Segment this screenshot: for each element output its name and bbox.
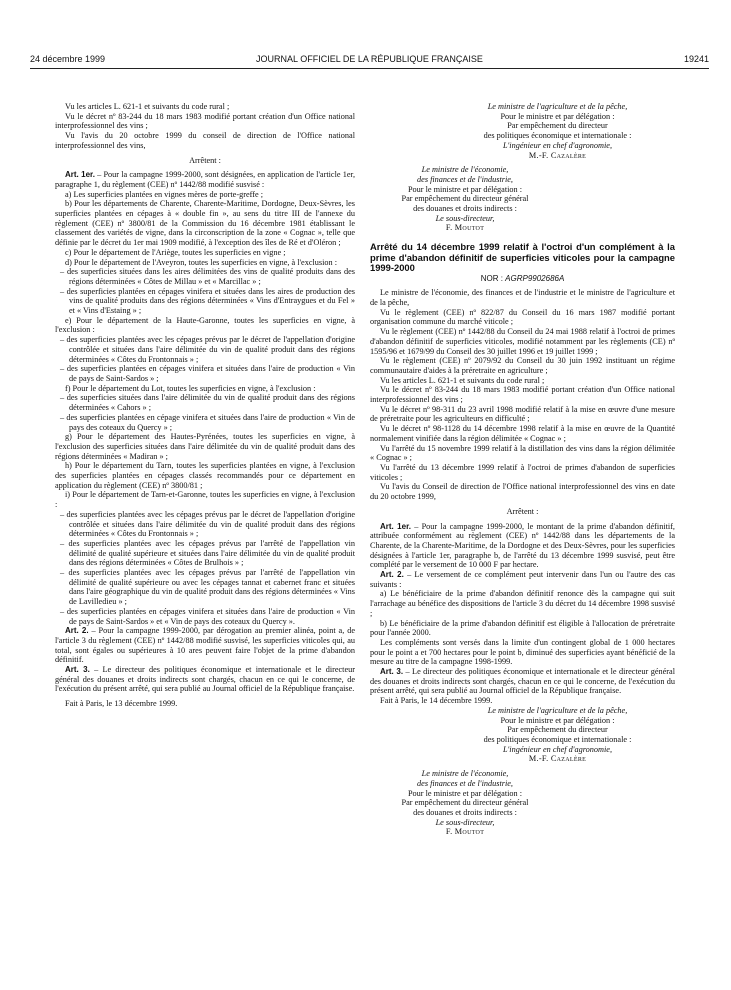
signature-line: Le sous-directeur, (435, 213, 495, 223)
vu-line: Vu le décret nº 83-244 du 18 mars 1983 modifié portant création d'un Office national interprofessionnel des vins ; (55, 111, 355, 131)
point-a: a) Les superficies plantées en vignes mères de porte-greffe ; (65, 189, 263, 199)
article-label: Art. 1er. (380, 521, 411, 531)
header-date: 24 décembre 1999 (30, 54, 106, 64)
article-text: – Pour la campagne 1999-2000, par dérogation au premier alinéa, point a, de l'article 3 du règlement (CEE) nº 1442/88 modifié susvisé, les superficies viticoles qui, au total, sont égales ou supérieures à 10 ares peuvent faire l'objet de la prime d'abandon définitif. (55, 626, 355, 665)
article-label: Art. 3. (65, 665, 90, 675)
fait-a-paris: Fait à Paris, le 14 décembre 1999. (380, 696, 493, 706)
signature-line: Pour le ministre et par délégation : (500, 715, 615, 725)
vu-line: Vu l'avis du 20 octobre 1999 du conseil de direction de l'Office national interprofessionnel des vins, (55, 131, 355, 150)
article-label: Art. 3. (380, 667, 404, 677)
signature-block-economie (370, 165, 560, 233)
page-number: 19241 (683, 54, 709, 64)
point-b: b) Le bénéficiaire de la prime d'abandon définitif est éligible à l'allocation de préretraite pour l'année 2000. (370, 618, 675, 638)
vu-line: Vu l'arrêté du 13 décembre 1999 relatif à l'octroi de primes d'abandon de superficies viticoles ; (370, 463, 675, 482)
signature-block-agriculture (370, 102, 675, 160)
signature-line: des douanes et droits indirects : (413, 204, 517, 214)
signature-line: Pour le ministre et par délégation : (407, 788, 523, 798)
signature-minister: Le ministre de l'économie, (421, 165, 509, 175)
intro: Le ministre de l'économie, des finances et de l'industrie et le ministre de l'agriculture et de la pêche, (370, 288, 675, 308)
article-2 (55, 626, 355, 665)
signature-minister: des finances et de l'industrie, (417, 174, 513, 184)
article-label: Art. 2. (65, 626, 89, 636)
complements: Les compléments sont versés dans la limite d'un contingent global de 1 000 hectares pour le point a et 700 hectares pour le point b, diminué des superficies ayant bénéficié de la mesure au titre de la campagne 1998-1999. (370, 637, 675, 667)
signatory-name: M.-F. Cazalère (528, 150, 587, 160)
signature-minister: des finances et de l'industrie, (417, 778, 513, 788)
exclusion-item: – des superficies plantées avec les cépages prévus par l'arrêté de l'appellation vin délimité de qualité supérieure et situées dans l'aire délimitée du vin de qualité produit dans des régions déterminées « Côtes de Brulhois » ; (60, 538, 355, 568)
point-d: d) Pour le département de l'Aveyron, toutes les superficies en vigne, à l'exclusion : (65, 257, 338, 267)
signature-line: Pour le ministre et par délégation : (407, 184, 523, 194)
vu-line: Vu le décret nº 98-1128 du 14 décembre 1998 relatif à la mise en œuvre de la Quantité normalement vinifiée dans la région délimitée « Cognac » ; (370, 424, 675, 443)
point-h: h) Pour le département du Tarn, toutes les superficies plantées en vigne, à l'exclusion des superficies plantées en cépages classés recommandés pour ce département en application du règlement (CEE) nº 3800/81 ; (55, 461, 355, 490)
exclusion-item: – des superficies plantées en cépages vinifera et situées dans l'aire de production « Vin de pays de Saint-Sardos » ; (60, 364, 355, 383)
signature-line: des politiques économique et internationale : (483, 734, 632, 744)
arretent-heading: Arrêtent : (506, 506, 539, 516)
exclusion-item: – des superficies plantées en cépages vinifera et situées dans les aires de production des vins de qualité produits dans des régions déterminées « Vins d'Entraygues et du Fel » et « Vins d'Estaing » ; (60, 286, 355, 316)
vu-line: Vu le règlement (CEE) nº 2079/92 du Conseil du 30 juin 1992 instituant un régime communautaire d'aides à la préretraite en agriculture ; (370, 356, 675, 375)
point-c: c) Pour le département de l'Ariège, toutes les superficies en vigne ; (65, 247, 286, 257)
article-text: – Pour la campagne 1999-2000, sont désignées, en application de l'article 1er, paragraphe 1, du règlement (CEE) nº 1442/88 modifié susvisé : (55, 170, 356, 189)
signature-line: Par empêchement du directeur général (401, 798, 529, 808)
signatory-name: M.-F. Cazalère (528, 754, 587, 764)
arretent-heading: Arrêtent : (189, 155, 221, 165)
left-column (55, 102, 355, 709)
vu-line: Vu le règlement (CEE) nº 1442/88 du Conseil du 24 mai 1988 relatif à l'octroi de primes d'abandon définitif de superficies viticoles, modifié notamment par les règlements (CE) nº 1595/96 et 1679/99 du Conseil des 30 juillet 1996 et 19 juillet 1999 ; (370, 327, 675, 356)
point-g: g) Pour le département des Hautes-Pyrénées, toutes les superficies en vigne, à l'exclusion des superficies situées dans l'aire délimitée du vin de qualité produit dans des régions déterminées « Madiran » ; (55, 432, 355, 461)
article-label: Art. 2. (380, 570, 404, 580)
journal-title: JOURNAL OFFICIEL DE LA RÉPUBLIQUE FRANÇAISE (256, 54, 483, 64)
point-i: i) Pour le département de Tarn-et-Garonne, toutes les superficies en vigne, à l'exclusion : (55, 490, 355, 510)
point-e: e) Pour le département de la Haute-Garonne, toutes les superficies en vigne, à l'exclusion : (55, 315, 355, 335)
signature-line: Par empêchement du directeur (507, 121, 608, 131)
signatory-name: F. Moutot (445, 827, 485, 837)
article-text: – Le versement de ce complément peut intervenir dans l'un ou l'autre des cas suivants : (370, 570, 676, 589)
signature-line: L'ingénieur en chef d'agronomie, (502, 744, 613, 754)
signature-minister: Le ministre de l'agriculture et de la pêche, (487, 705, 628, 715)
fait-a-paris: Fait à Paris, le 13 décembre 1999. (65, 699, 178, 709)
decree-title: Arrêté du 14 décembre 1999 relatif à l'octroi d'un complément à la prime d'abandon définitif de superficies viticoles pour la campagne 1999-2000 (370, 241, 675, 274)
article-text: – Le directeur des politiques économique et internationale et le directeur général des douanes et droits indirects sont chargés, chacun en ce qui le concerne, de l'exécution du présent arrêté, qui sera publié au Journal officiel de la République française. (370, 667, 675, 696)
article-1 (55, 170, 355, 189)
exclusion-item: – des superficies situées dans l'aire délimitée du vin de qualité produit dans des régions déterminées « Cahors » ; (60, 393, 355, 413)
page-header (30, 54, 709, 68)
signature-line: L'ingénieur en chef d'agronomie, (502, 140, 613, 150)
article-text: – Pour la campagne 1999-2000, le montant de la prime d'abandon définitif, attribuée conformément au règlement (CEE) nº 1442/88 dans les départements de la Charente, de la Charente-Maritime, de la Dordogne et des Deux-Sèvres, pour les superficies désignées à l'article 1er, paragraphe b, de l'arrêté du 13 décembre 1999 susvisé, peut être complété par le versement de 10 000 F par hectare. (370, 521, 675, 570)
signature-line: Pour le ministre et par délégation : (500, 111, 615, 121)
signature-line: Par empêchement du directeur (507, 725, 608, 735)
article-3 (55, 665, 355, 694)
exclusion-item: – des superficies plantées avec les cépages prévus par l'arrêté de l'appellation vin délimité de qualité supérieure ou avec les cépages tannat et cabernet franc et situées dans l'aire géographique du vin de qualité produit dans des régions déterminées « Vins de Lavilledieu » ; (60, 568, 355, 607)
point-b: b) Pour les départements de Charente, Charente-Maritime, Dordogne, Deux-Sèvres, les superficies plantées en cépages à « double fin », au sens du titre III de l'annexe du règlement (CEE) nº 3800/81 de la Commission du 16 décembre 1981 établissant le classement des variétés de vigne, dans la circonscription de la zone « Cognac », telle que définie par le décret du 1er mai 1909 modifié, à l'exception des îles de Ré et d'Oléron ; (55, 199, 355, 248)
right-column (370, 102, 675, 837)
point-a: a) Le bénéficiaire de la prime d'abandon définitif renonce dès la campagne qui suit l'arrachage au bénéfice des dispositions de l'article 3 du décret du 14 décembre 1998 susvisé ; (370, 589, 675, 618)
signature-minister: Le ministre de l'économie, (421, 769, 509, 779)
header-rule (30, 68, 709, 69)
signature-line: Le sous-directeur, (435, 817, 495, 827)
signature-block-economie (370, 769, 560, 837)
vu-line: Vu le règlement (CEE) nº 822/87 du Conseil du 16 mars 1987 modifié portant organisation commune du marché viticole ; (370, 307, 675, 327)
signature-line: des douanes et droits indirects : (413, 807, 517, 817)
article-1 (370, 522, 675, 571)
article-3 (370, 667, 675, 696)
vu-line: Vu le décret nº 83-244 du 18 mars 1983 modifié portant création d'un Office national interprofessionnel des vins ; (370, 385, 675, 405)
vu-line: Vu l'avis du Conseil de direction de l'Office national interprofessionnel des vins en date du 20 octobre 1999, (370, 482, 675, 502)
nor-code: AGRP9902686A (505, 273, 565, 283)
signature-block-agriculture (370, 706, 675, 764)
vu-line: Vu les articles L. 621-1 et suivants du code rural ; (380, 375, 545, 385)
point-f: f) Pour le département du Lot, toutes les superficies en vigne, à l'exclusion : (65, 383, 316, 393)
article-text: – Le directeur des politiques économique et internationale et le directeur général des douanes et droits indirects sont chargés, chacun en ce qui le concerne, de l'exécution du présent arrêté, qui sera publié au Journal officiel de la République française. (55, 665, 356, 694)
nor-reference (370, 274, 675, 284)
vu-line: Vu le décret nº 98-311 du 23 avril 1998 modifié relatif à la mise en œuvre d'une mesure de préretraite pour les agriculteurs en difficulté ; (370, 404, 675, 424)
exclusion-item: – des superficies plantées avec les cépages prévus par le décret de l'appellation d'origine contrôlée et situées dans l'aire délimitée du vin de qualité produit dans des régions déterminées « Côtes du Frontonnais » ; (60, 335, 355, 364)
vu-line: Vu les articles L. 621-1 et suivants du code rural ; (65, 102, 230, 111)
signatory-name: F. Moutot (445, 223, 485, 233)
vu-line: Vu l'arrêté du 15 novembre 1999 relatif à la distillation des vins dans la région délimitée « Cognac » ; (370, 443, 675, 463)
signature-line: Par empêchement du directeur général (401, 194, 529, 204)
exclusion-item: – des superficies plantées en cépage vinifera et situées dans l'aire de production « Vin de pays des coteaux du Quercy » ; (60, 412, 355, 432)
article-label: Art. 1er. (65, 170, 95, 180)
article-2 (370, 570, 675, 589)
exclusion-item: – des superficies plantées avec les cépages prévus par le décret de l'appellation d'origine contrôlée et situées dans l'aire délimitée du vin de qualité produit dans des régions déterminées « Côtes du Frontonnais » ; (60, 509, 355, 539)
signature-minister: Le ministre de l'agriculture et de la pêche, (487, 102, 628, 111)
nor-label: NOR : (480, 273, 503, 283)
signature-line: des politiques économique et internationale : (483, 131, 632, 141)
exclusion-item: – des superficies situées dans les aires délimitées des vins de qualité produits dans des régions déterminées « Côtes de Millau » et « Marcillac » ; (60, 267, 355, 286)
exclusion-item: – des superficies plantées en cépages vinifera et situées dans l'aire de production « Vin de pays de Saint-Sardos » et « Vin de pays des coteaux du Quercy ». (60, 606, 355, 626)
